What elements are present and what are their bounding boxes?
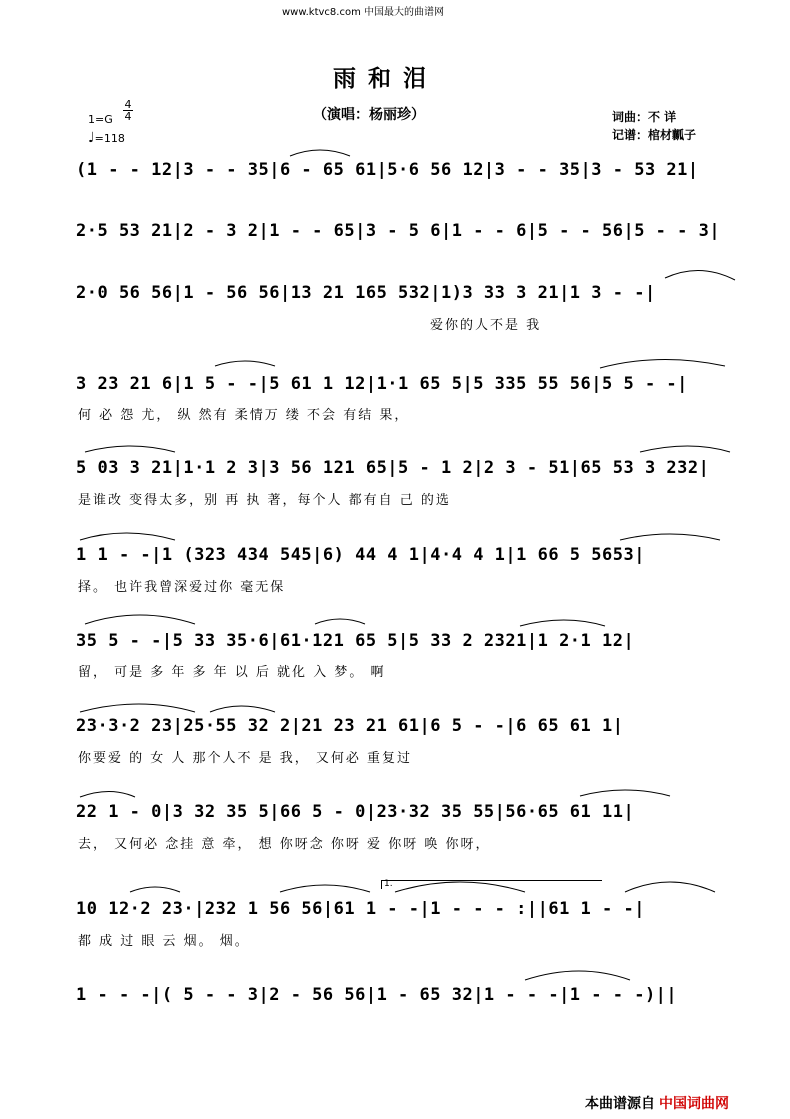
slur [315, 619, 365, 624]
slur [80, 792, 135, 798]
slur [85, 615, 195, 624]
lyric-line-10: 都 成 过 眼 云 烟。 烟。 [78, 934, 250, 949]
lyric-line-4: 何 必 怨 尤， 纵 然有 柔情万 缕 不会 有结 果， [78, 408, 410, 423]
time-signature-bottom: 4 [124, 110, 132, 123]
slur [640, 446, 730, 452]
song-title: 雨和泪 [333, 66, 438, 92]
slur [580, 790, 670, 796]
staff-line-7: 35 5 - -|5 33 35·6|61·121 65 5|5 33 2 2321|1 2·1 12| [76, 631, 635, 651]
arranger-credit: 记谱：棺材瓤子 [612, 128, 697, 142]
lyric-line-5: 是谁改 变得太多，别 再 执 著，每个人 都有自 己 的选 [78, 493, 451, 508]
footer-label: 本曲谱源自 [585, 1096, 655, 1112]
tempo-value: =118 [94, 132, 125, 145]
staff-line-4: 3 23 21 6|1 5 - -|5 61 1 12|1·1 65 5|5 335 55 56|5 5 - -| [76, 374, 688, 394]
time-signature-top: 4 [124, 98, 132, 111]
slur [625, 882, 715, 892]
staff-line-6: 1 1 - -|1 (323 434 545|6) 44 4 1|4·4 4 1|1 66 5 5653| [76, 545, 645, 565]
slur [85, 446, 175, 452]
lyric-line-9: 去， 又何必 念挂 意 牵， 想 你呀念 你呀 爱 你呀 唤 你呀， [78, 837, 491, 852]
staff-line-1: (1 - - 12|3 - - 35|6 - 65 61|5·6 56 12|3 - - 35|3 - 53 21| [76, 160, 699, 180]
slur [600, 359, 725, 368]
slur [80, 704, 195, 712]
volta-label: 1. [384, 879, 393, 889]
tempo-mark [88, 130, 125, 146]
lyric-line-6: 择。 也许我曾深爱过你 毫无保 [78, 580, 286, 595]
lyric-line-3: 爱你的人不是 我 [430, 318, 542, 333]
slur [620, 534, 720, 540]
staff-line-5: 5 03 3 21|1·1 2 3|3 56 121 65|5 - 1 2|2 3 - 51|65 53 3 232| [76, 458, 710, 478]
slur [280, 885, 370, 892]
lyricist-credit: 词曲：不 详 [612, 110, 677, 124]
slur [130, 887, 180, 892]
quarter-note-icon: ♩ [88, 130, 95, 146]
volta-bracket [381, 880, 602, 889]
slur [520, 620, 605, 626]
site-header: www.ktvc8.com 中国最大的曲谱网 [282, 7, 445, 18]
slur [290, 150, 350, 156]
slur [525, 971, 630, 980]
slur [665, 270, 735, 280]
slur [215, 361, 275, 366]
slur [80, 533, 175, 540]
footer-source [585, 1093, 729, 1113]
staff-line-8: 23·3·2 23|25·55 32 2|21 23 21 61|6 5 - -|6 65 61 1| [76, 716, 624, 736]
staff-line-11: 1 - - -|( 5 - - 3|2 - 56 56|1 - 65 32|1 - - -|1 - - -)|| [76, 985, 678, 1005]
staff-line-10: 10 12·2 23·|232 1 56 56|61 1 - -|1 - - - :||61 1 - -| [76, 899, 645, 919]
staff-line-2: 2·5 53 21|2 - 3 2|1 - - 65|3 - 5 6|1 - - 6|5 - - 56|5 - - 3| [76, 221, 721, 241]
lyric-line-7: 留， 可是 多 年 多 年 以 后 就化 入 梦。 啊 [78, 665, 386, 680]
staff-line-3: 2·0 56 56|1 - 56 56|13 21 165 532|1)3 33 3 21|1 3 - -| [76, 283, 656, 303]
footer-site-link[interactable]: 中国词曲网 [659, 1096, 729, 1112]
slur [210, 706, 275, 712]
singer-credit: （演唱：杨丽珍） [313, 107, 425, 123]
time-signature [123, 99, 133, 122]
key-signature: 1=G [88, 113, 113, 126]
lyric-line-8: 你要爱 的 女 人 那个人不 是 我， 又何必 重复过 [78, 751, 413, 766]
staff-line-9: 22 1 - 0|3 32 35 5|66 5 - 0|23·32 35 55|56·65 61 11| [76, 802, 635, 822]
